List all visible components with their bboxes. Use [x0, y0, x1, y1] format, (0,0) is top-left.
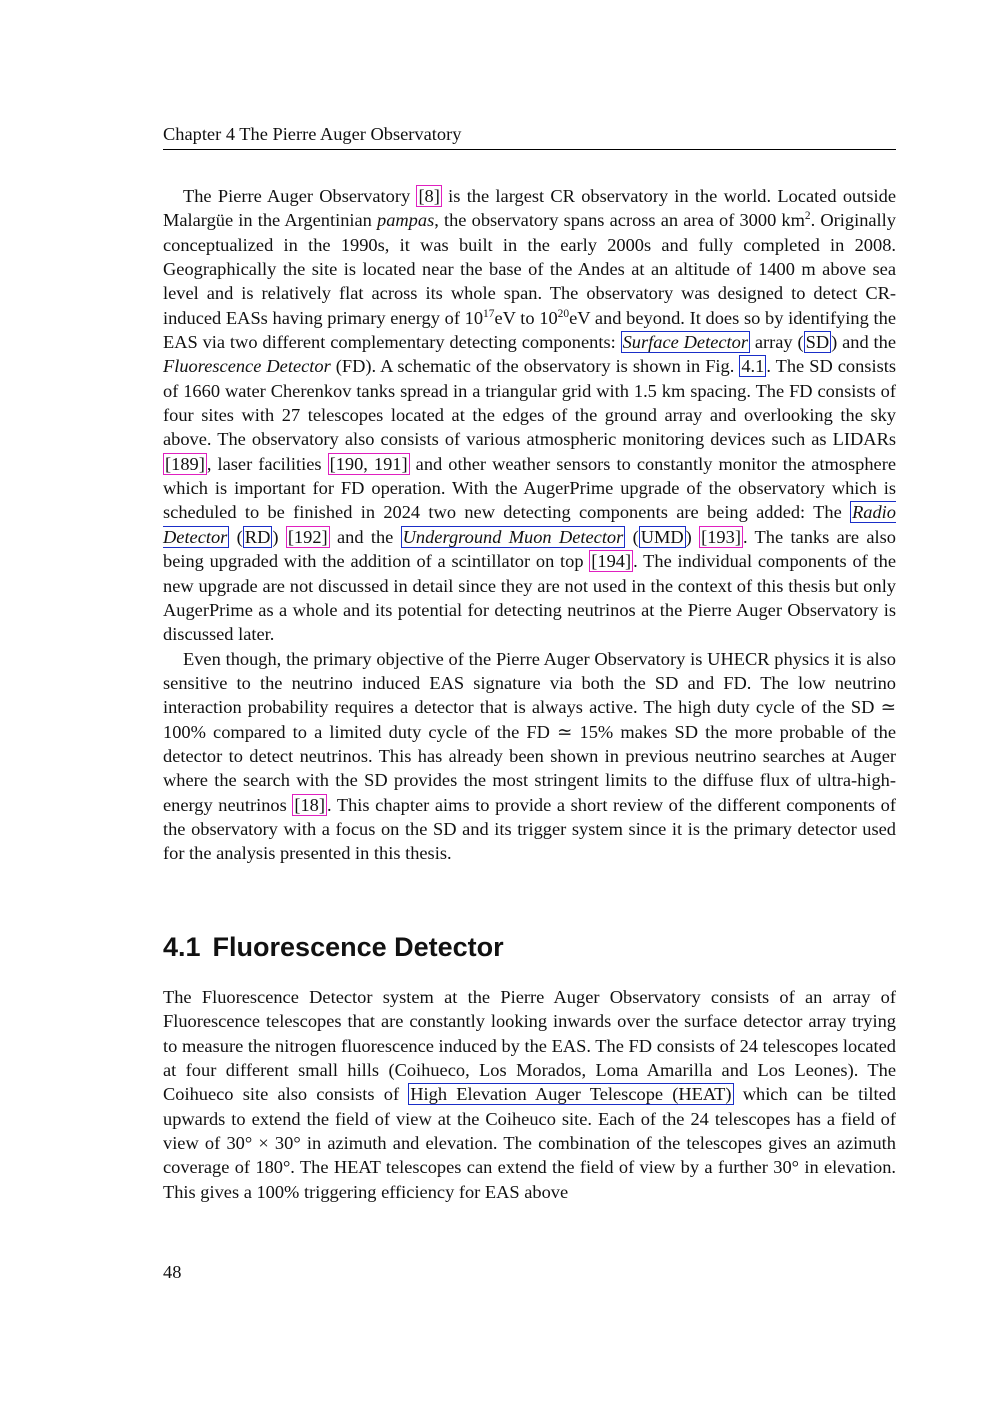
section-heading [163, 930, 896, 964]
text-run: ) and the [831, 332, 896, 353]
text-run: eV to 10 [494, 307, 558, 328]
citation-link[interactable]: [189] [165, 453, 205, 474]
acronym-link[interactable]: RD [244, 526, 271, 547]
citation-link[interactable]: [192] [287, 526, 328, 547]
text-run: . This chapter aims to provide a short review of the different components of the observatory with a focus on the SD and its trigger system since it is the primary detector used for the analysis presented in this thesis. [163, 794, 897, 864]
running-header: Chapter 4 The Pierre Auger Observatory [163, 122, 896, 150]
glossary-term: Underground Muon Detector [402, 526, 624, 547]
glossary-link[interactable]: High Elevation Auger Telescope (HEAT) [410, 1084, 732, 1105]
glossary-link[interactable] [401, 526, 626, 548]
acronym-link[interactable]: UMD [640, 526, 684, 547]
text-run: ( [229, 526, 243, 547]
text-run: ) [685, 526, 700, 547]
emphasis-text: pampas [377, 210, 435, 231]
text-run: . The SD consists of 1660 water Cherenkov tanks spread in a triangular grid with 1.5 km spacing. The FD consists of four sites with 27 telescopes located at the edges of the ground array and overlooking the sky above. The observatory also consists of various atmospheric monitoring devices such as LIDARs [163, 356, 896, 450]
page-number: 48 [163, 1262, 182, 1282]
text-run: and the [329, 526, 401, 547]
glossary-link[interactable] [621, 331, 750, 353]
text-run: ( [625, 526, 639, 547]
superscript: 20 [557, 307, 570, 320]
citation-link[interactable]: [193] [701, 526, 741, 547]
acronym-link[interactable]: SD [805, 332, 830, 353]
text-run: , laser facilities [206, 453, 328, 474]
text-run: The Fluorescence Detector system at the Pierre Auger Observatory consists of an array of Fluorescence telescopes that are constantly looking inwards over the surface detector array trying to measure the nitrogen fluorescence induced by the EAS. The FD consists of 24 telescopes located at four different small hills (Coihueco, Los Morados, Loma Amarilla and Los Leones). The Coihueco site also consists of [163, 987, 896, 1105]
text-run: which can be tilted upwards to extend the field of view at the Coiheuco site. Each of the 24 telescopes has a field of view of 30° × 30° in azimuth and elevation. The combination of the telescopes gives an azimuth coverage of 180°. The HEAT telescopes can extend the field of view by a further 30° in elevation. This gives a 100% triggering efficiency for EAS above [163, 1084, 896, 1202]
section-text [163, 985, 896, 1204]
glossary-term: Surface Detector [622, 332, 748, 353]
text-run: (FD). A schematic of the observatory is shown in Fig. [330, 356, 740, 377]
citation-link[interactable]: [194] [591, 551, 632, 572]
glossary-term: Radio Detector [163, 502, 896, 547]
text-run: . The individual components of the new upgrade are not discussed in detail since they are not used in the context of this thesis but only AugerPrime as a whole and its potential for detecting neutrinos at the Pierre Auger Observatory is discussed later. [163, 551, 896, 645]
section-paragraph-1 [163, 985, 896, 1204]
text-run: The Pierre Auger Observatory [183, 186, 417, 206]
superscript: 2 [804, 210, 811, 223]
superscript: 17 [483, 307, 495, 320]
text-run: is the largest CR observatory in the world. Located outside Malargüe in the Argentinian [163, 186, 896, 231]
text-run: , the observatory spans across an area of 3000 km [434, 210, 805, 231]
text-run: . Originally conceptualized in the 1990s, it was built in the early 2000s and fully completed in 2008. Geographically the site is located near the base of the Andes at an altitude of 1400 m above sea level and is relatively flat across its whole span. The observatory was designed to detect CR-induced EASs having primary energy of 10 [163, 210, 896, 328]
text-run: ) [272, 526, 286, 547]
figure-ref-link[interactable]: 4.1 [741, 356, 765, 377]
intro-paragraph-1 [163, 184, 896, 647]
citation-link[interactable]: [8] [418, 186, 440, 206]
emphasis-text: Fluorescence Detector [163, 356, 331, 377]
citation-link[interactable]: [18] [294, 794, 325, 815]
text-run: array ( [749, 332, 804, 353]
intro-paragraph-2 [163, 647, 896, 866]
text-run: eV and beyond. It does so by identifying the EAS via two different complementary detecting components: [163, 307, 896, 353]
intro-text [163, 184, 896, 866]
text-run: and other weather sensors to constantly monitor the atmosphere which is important for FD operation. With the AugerPrime upgrade of the observatory which is scheduled to be finished in 2024 two new detecting components are being added: The [163, 453, 896, 523]
section-number: 4.1 [163, 932, 201, 962]
text-run: Even though, the primary objective of the Pierre Auger Observatory is UHECR physics it is also sensitive to the neutrino induced EAS signature via both the SD and FD. The low neutrino interaction probability requires a detector that is always active. The high duty cycle of the SD ≃ 100% compared to a limited duty cycle of the FD ≃ 15% makes SD the more probable of the detector to detect neutrinos. This has already been shown in previous neutrino searches at Auger where the search with the SD provides the most stringent limits to the diffuse flux of ultra-high-energy neutrinos [163, 648, 896, 815]
text-run: . The tanks are also being upgraded with the addition of a scintillator on top [163, 526, 896, 572]
section-title: Fluorescence Detector [212, 932, 504, 962]
citation-link[interactable]: [190, 191] [329, 453, 408, 474]
